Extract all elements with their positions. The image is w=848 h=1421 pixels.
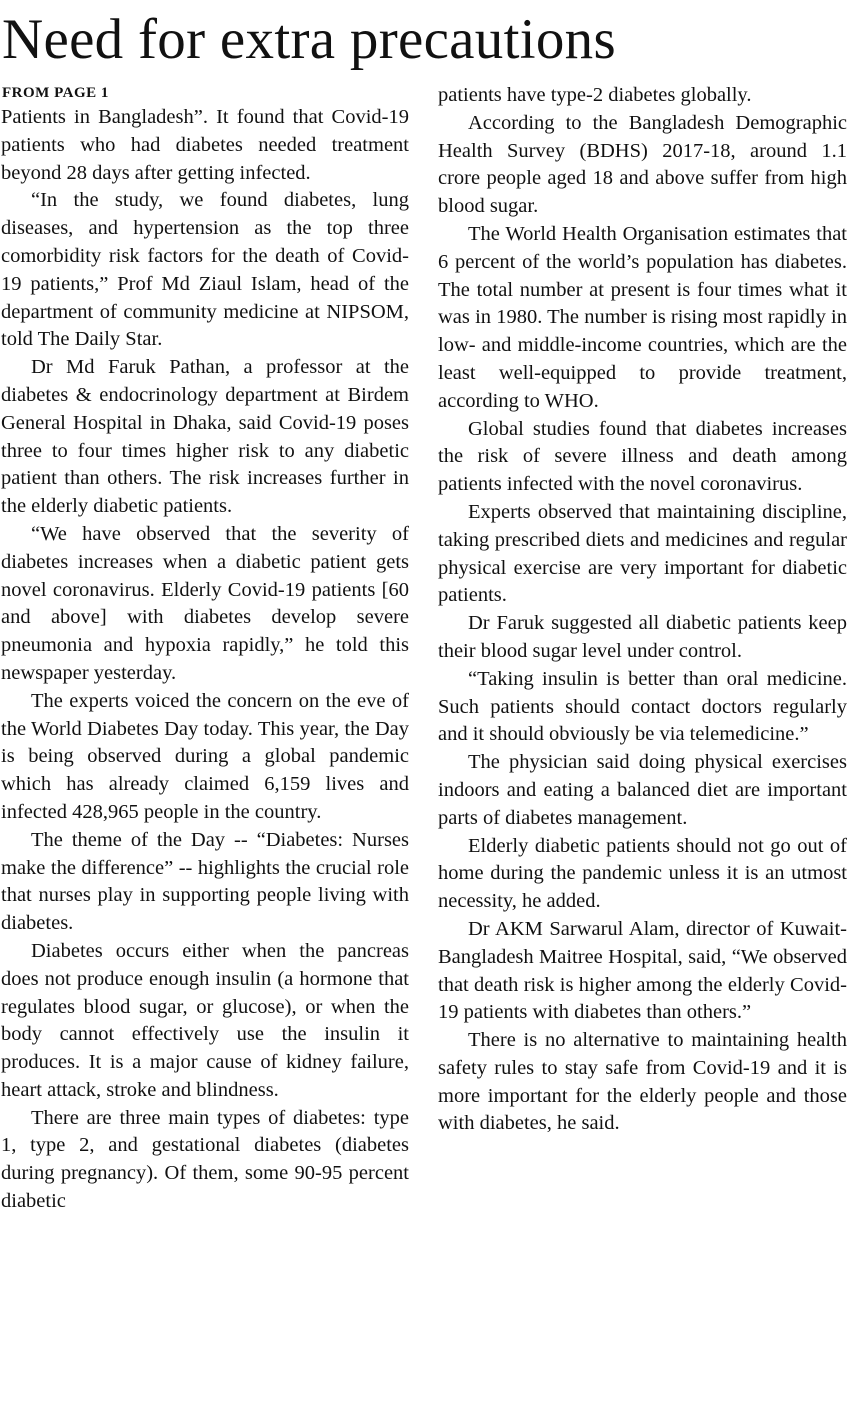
paragraph: “We have observed that the severity of diabetes increases when a diabetic patient gets novel coronavirus. Elderly Covid-19 patients [60 and above] with diabetes develop severe pneumonia and hypoxia rapidly,” he told this newspaper yesterday. [1, 522, 409, 684]
left-column [1, 104, 409, 1216]
headline: Need for extra precautions [2, 8, 616, 71]
paragraph: Global studies found that diabetes increases the risk of severe illness and death among patients infected with the novel coronavirus. [438, 417, 847, 496]
paragraph: “In the study, we found diabetes, lung diseases, and hypertension as the top three comorbidity risk factors for the death of Covid-19 patients,” Prof Md Ziaul Islam, head of the department of community medicine at NIPSOM, told The Daily Star. [1, 189, 409, 351]
paragraph: There are three main types of diabetes: type 1, type 2, and gestational diabetes (diabetes during pregnancy). Of them, some 90-95 percent diabetic [1, 1106, 409, 1213]
paragraph: The theme of the Day -- “Diabetes: Nurses make the difference” -- highlights the crucial role that nurses play in supporting people living with diabetes. [1, 828, 409, 935]
paragraph: Elderly diabetic patients should not go out of home during the pandemic unless it is an utmost necessity, he added. [438, 834, 847, 913]
paragraph: Dr AKM Sarwarul Alam, director of Kuwait-Bangladesh Maitree Hospital, said, “We observed that death risk is higher among the elderly Covid-19 patients with diabetes than others.” [438, 917, 847, 1024]
jump-label: FROM PAGE 1 [2, 85, 109, 101]
paragraph: The physician said doing physical exercises indoors and eating a balanced diet are important parts of diabetes management. [438, 751, 847, 829]
paragraph: Dr Md Faruk Pathan, a professor at the diabetes & endocrinology department at Birdem General Hospital in Dhaka, said Covid-19 poses three to four times higher risk to any diabetic patient than others. The risk increases further in the elderly diabetic patients. [1, 356, 409, 518]
paragraph: patients have type-2 diabetes globally. [438, 84, 752, 106]
paragraph: According to the Bangladesh Demographic Health Survey (BDHS) 2017-18, around 1.1 crore people aged 18 and above suffer from high blood sugar. [438, 111, 847, 218]
paragraph: The World Health Organisation estimates that 6 percent of the world’s population has diabetes. The total number at present is four times what it was in 1980. The number is rising most rapidly in low- and middle-income countries, which are the least well-equipped to provide treatment, according to WHO. [438, 222, 847, 412]
paragraph: The experts voiced the concern on the eve of the World Diabetes Day today. This year, the Day is being observed during a global pandemic which has already claimed 6,159 lives and infected 428,965 people in the country. [1, 689, 409, 823]
paragraph: Patients in Bangladesh”. It found that Covid-19 patients who had diabetes needed treatment beyond 28 days after getting infected. [1, 106, 409, 184]
paragraph: Diabetes occurs either when the pancreas does not produce enough insulin (a hormone that regulates blood sugar, or glucose), or when the body cannot effectively use the insulin it produces. It is a major cause of kidney failure, heart attack, stroke and blindness. [1, 939, 409, 1101]
paragraph: Experts observed that maintaining discipline, taking prescribed diets and medicines and regular physical exercise are very important for diabetic patients. [438, 500, 847, 607]
paragraph: There is no alternative to maintaining health safety rules to stay safe from Covid-19 and it is more important for the elderly people and those with diabetes, he said. [438, 1029, 847, 1135]
paragraph: “Taking insulin is better than oral medicine. Such patients should contact doctors regularly and it should obviously be via telemedicine.” [438, 667, 847, 746]
right-column [438, 82, 847, 1138]
paragraph: Dr Faruk suggested all diabetic patients keep their blood sugar level under control. [438, 612, 847, 662]
